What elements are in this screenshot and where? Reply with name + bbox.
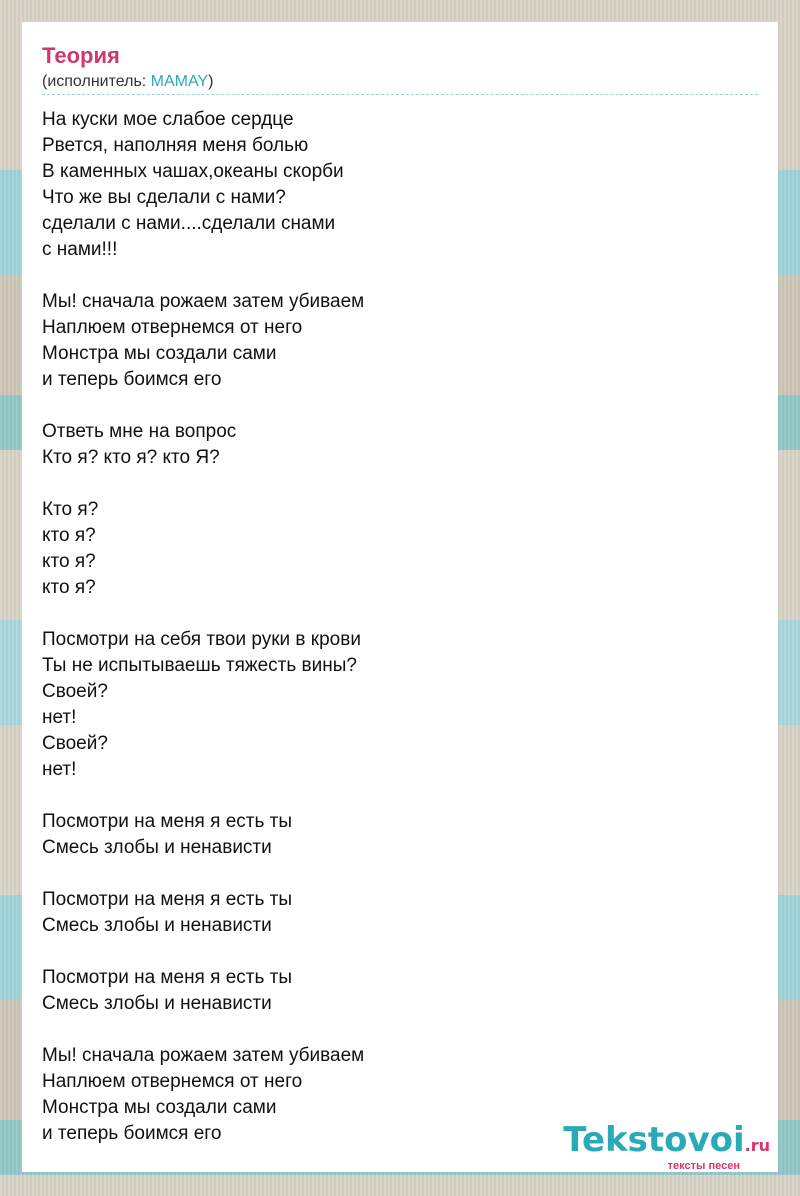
lyrics-text xyxy=(42,107,758,1147)
lyric-line: Посмотри на меня я есть ты xyxy=(42,967,292,988)
artist-suffix: ) xyxy=(208,73,214,90)
lyric-line: Кто я? кто я? кто Я? xyxy=(42,447,220,468)
artist-prefix: (исполнитель: xyxy=(42,73,151,90)
lyric-line: кто я? xyxy=(42,525,96,546)
logo-tagline: тексты песен xyxy=(667,1160,740,1172)
lyric-line xyxy=(42,471,758,497)
lyric-line: нет! xyxy=(42,707,77,728)
lyric-line: Мы! сначала рожаем затем убиваем xyxy=(42,1045,365,1066)
lyric-line xyxy=(42,939,758,965)
lyric-line xyxy=(42,1017,758,1043)
lyric-line: Посмотри на меня я есть ты xyxy=(42,889,292,910)
lyric-line: Посмотри на себя твои руки в крови xyxy=(42,629,361,650)
artist-line xyxy=(42,72,758,95)
lyric-line: сделали с нами....сделали снами xyxy=(42,213,336,234)
lyric-line: Наплюем отвернемся от него xyxy=(42,1071,303,1092)
lyric-line: На куски мое слабое сердце xyxy=(42,109,294,130)
logo-main-text: Tekstovoi xyxy=(563,1120,745,1160)
artist-link[interactable]: MAMAY xyxy=(150,73,209,90)
lyric-line: с нами!!! xyxy=(42,239,118,260)
lyric-line: кто я? xyxy=(42,577,96,598)
lyric-line xyxy=(42,393,758,419)
logo-tld: .ru xyxy=(744,1136,770,1155)
lyric-line: В каменных чашах,океаны скорби xyxy=(42,161,344,182)
site-logo[interactable] xyxy=(563,1122,770,1172)
lyric-line: Смесь злобы и ненависти xyxy=(42,915,272,936)
lyric-line: Своей? xyxy=(42,681,108,702)
lyric-line: Наплюем отвернемся от него xyxy=(42,317,303,338)
lyric-line: и теперь боимся его xyxy=(42,369,222,390)
lyric-line: Монстра мы создали сами xyxy=(42,343,277,364)
lyric-line: кто я? xyxy=(42,551,96,572)
lyric-line: Ты не испытываешь тяжесть вины? xyxy=(42,655,357,676)
lyric-line xyxy=(42,783,758,809)
lyric-line: Рвется, наполняя меня болью xyxy=(42,135,309,156)
lyric-line: Кто я? xyxy=(42,499,99,520)
lyric-line: Смесь злобы и ненависти xyxy=(42,837,272,858)
lyric-line: Посмотри на меня я есть ты xyxy=(42,811,292,832)
song-title: Теория xyxy=(42,43,120,68)
lyric-line: Своей? xyxy=(42,733,108,754)
lyric-line xyxy=(42,861,758,887)
logo-wordmark xyxy=(563,1122,770,1164)
lyric-line xyxy=(42,601,758,627)
lyric-line: и теперь боимся его xyxy=(42,1123,222,1144)
lyric-line: Мы! сначала рожаем затем убиваем xyxy=(42,291,365,312)
lyric-line: Смесь злобы и ненависти xyxy=(42,993,272,1014)
lyric-line: Монстра мы создали сами xyxy=(42,1097,277,1118)
lyric-line: Ответь мне на вопрос xyxy=(42,421,237,442)
lyric-line: Что же вы сделали с нами? xyxy=(42,187,286,208)
lyric-line: нет! xyxy=(42,759,77,780)
lyrics-card xyxy=(22,22,778,1172)
lyric-line xyxy=(42,263,758,289)
